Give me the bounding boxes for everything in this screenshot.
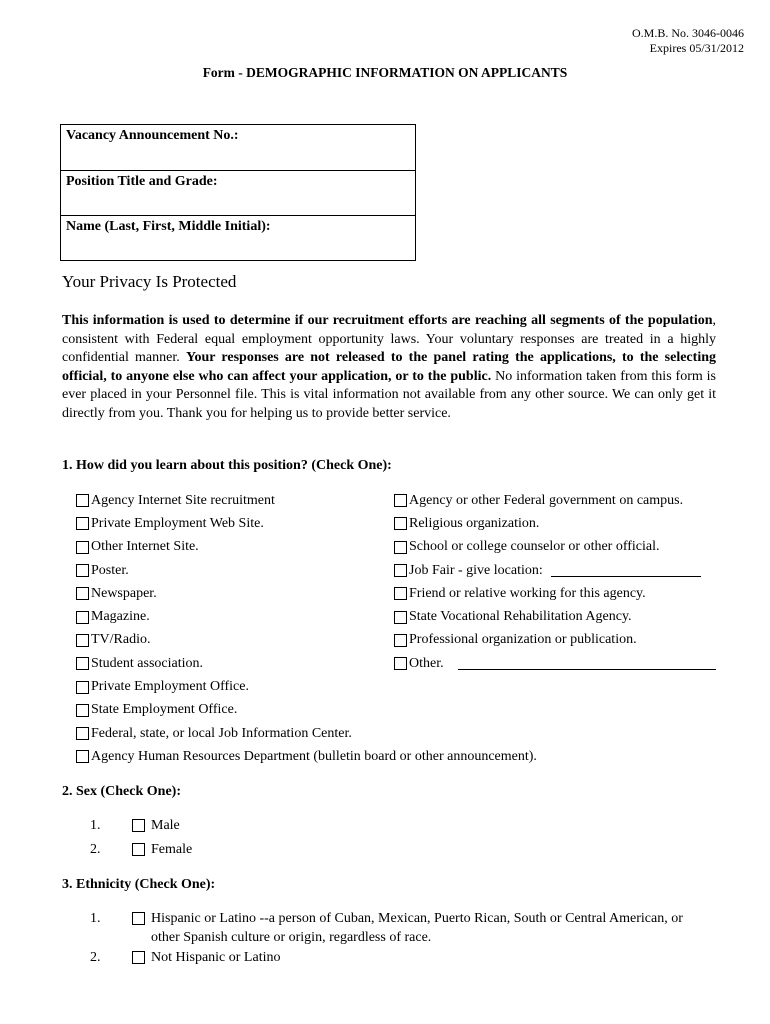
checkbox[interactable] — [76, 494, 89, 507]
q1-option[interactable] — [394, 559, 716, 582]
option-label: Student association. — [91, 655, 203, 671]
q1-option[interactable] — [394, 629, 716, 652]
checkbox[interactable] — [76, 750, 89, 763]
checkbox[interactable] — [132, 951, 145, 964]
option-number: 1. — [90, 818, 101, 833]
option-label: State Employment Office. — [91, 702, 238, 718]
omb-number: O.M.B. No. 3046-0046 — [631, 26, 744, 40]
option-label: Private Employment Web Site. — [91, 515, 264, 531]
checkbox[interactable] — [132, 843, 145, 856]
privacy-heading: Your Privacy Is Protected — [62, 272, 237, 291]
option-label: Hispanic or Latino --a person of Cuban, Mexican, Puerto Rican, South or Central American, or — [151, 911, 683, 926]
checkbox[interactable] — [76, 517, 89, 530]
checkbox[interactable] — [76, 541, 89, 554]
option-label-block — [151, 909, 683, 947]
option-label: Agency Internet Site recruitment — [91, 492, 275, 508]
privacy-text-bold-3: Your responses are not released to the panel rating the applications, to the selecting official, to anyone else who can affect your application, or to the public. — [62, 350, 716, 384]
q1-option[interactable] — [76, 675, 537, 698]
q3-question: 3. Ethnicity (Check One): — [62, 877, 216, 892]
checkbox[interactable] — [394, 657, 407, 670]
q2-question: 2. Sex (Check One): — [62, 784, 181, 799]
checkbox[interactable] — [132, 819, 145, 832]
vacancy-field[interactable] — [61, 125, 415, 170]
option-label: Magazine. — [91, 609, 150, 625]
option-label: Other Internet Site. — [91, 539, 199, 555]
position-field[interactable] — [61, 170, 415, 215]
option-label: TV/Radio. — [91, 632, 151, 648]
checkbox[interactable] — [76, 564, 89, 577]
position-label: Position Title and Grade: — [66, 174, 218, 189]
ethnicity-option-not-hispanic[interactable] — [62, 948, 683, 970]
checkbox[interactable] — [76, 657, 89, 670]
expiration-date: Expires 05/31/2012 — [649, 41, 744, 55]
option-label: Not Hispanic or Latino — [151, 950, 281, 965]
q1-option[interactable] — [394, 652, 716, 675]
option-label: Federal, state, or local Job Information Center. — [91, 725, 352, 741]
checkbox[interactable] — [76, 681, 89, 694]
checkbox[interactable] — [76, 587, 89, 600]
sex-option-female[interactable] — [62, 840, 192, 864]
option-number: 2. — [90, 950, 101, 965]
option-number: 1. — [90, 911, 101, 926]
checkbox[interactable] — [76, 727, 89, 740]
checkbox[interactable] — [394, 494, 407, 507]
q1-option[interactable] — [76, 745, 537, 768]
privacy-paragraph — [62, 312, 716, 424]
option-label: Newspaper. — [91, 585, 157, 601]
checkbox[interactable] — [132, 912, 145, 925]
q2-options — [62, 816, 192, 864]
vacancy-label: Vacancy Announcement No.: — [66, 128, 239, 143]
checkbox[interactable] — [394, 634, 407, 647]
applicant-id-box — [60, 124, 416, 261]
option-label: Agency Human Resources Department (bulletin board or other announcement). — [91, 748, 537, 764]
omb-block — [632, 26, 744, 56]
checkbox[interactable] — [394, 564, 407, 577]
checkbox[interactable] — [394, 611, 407, 624]
checkbox[interactable] — [76, 634, 89, 647]
option-label: School or college counselor or other official. — [409, 539, 660, 555]
option-label: Private Employment Office. — [91, 679, 249, 695]
option-number: 2. — [90, 842, 101, 857]
q1-option[interactable] — [394, 605, 716, 628]
q1-option[interactable] — [394, 512, 716, 535]
q1-option[interactable] — [394, 582, 716, 605]
ethnicity-option-hispanic[interactable] — [62, 909, 683, 948]
privacy-text-bold-1: This information is used to determine if our recruitment efforts are reaching all segments of the population — [62, 313, 713, 328]
option-label: Job Fair - give location: — [409, 562, 543, 578]
privacy-text-2: , consistent with Federal equal employment opportunity laws. Your voluntary responses are treated in a highly confidential manner. — [62, 313, 716, 366]
form-title: Form - DEMOGRAPHIC INFORMATION ON APPLICANTS — [202, 65, 568, 80]
name-label: Name (Last, First, Middle Initial): — [66, 219, 271, 234]
option-label: Female — [151, 842, 193, 857]
q1-option[interactable] — [76, 699, 537, 722]
q1-right-column — [394, 489, 716, 675]
q1-option[interactable] — [394, 536, 716, 559]
option-label: Agency or other Federal government on campus. — [409, 492, 684, 508]
option-label: Other. — [409, 655, 444, 671]
checkbox[interactable] — [394, 517, 407, 530]
q1-option[interactable] — [76, 722, 537, 745]
name-field[interactable] — [61, 215, 415, 260]
option-label: State Vocational Rehabilitation Agency. — [409, 609, 632, 625]
checkbox[interactable] — [76, 611, 89, 624]
option-label: Friend or relative working for this agency. — [409, 585, 646, 601]
q3-options — [62, 909, 683, 970]
sex-option-male[interactable] — [62, 816, 192, 840]
other-source-input[interactable] — [458, 657, 716, 670]
checkbox[interactable] — [394, 587, 407, 600]
option-label: Poster. — [91, 562, 129, 578]
q1-option[interactable] — [394, 489, 716, 512]
checkbox[interactable] — [394, 541, 407, 554]
privacy-text-4: No information taken from this form is ever placed in your Personnel file. This is vital information not available from any other source. We can only get it directly from you. Thank you for helping us to provide better service. — [62, 368, 716, 421]
option-label: Religious organization. — [409, 515, 540, 531]
job-fair-location-input[interactable] — [551, 564, 701, 577]
option-label-continued: other Spanish culture or origin, regardless of race. — [151, 930, 432, 945]
option-label: Professional organization or publication. — [409, 632, 637, 648]
q1-question: 1. How did you learn about this position? (Check One): — [62, 458, 392, 473]
checkbox[interactable] — [76, 704, 89, 717]
option-label: Male — [151, 818, 180, 833]
